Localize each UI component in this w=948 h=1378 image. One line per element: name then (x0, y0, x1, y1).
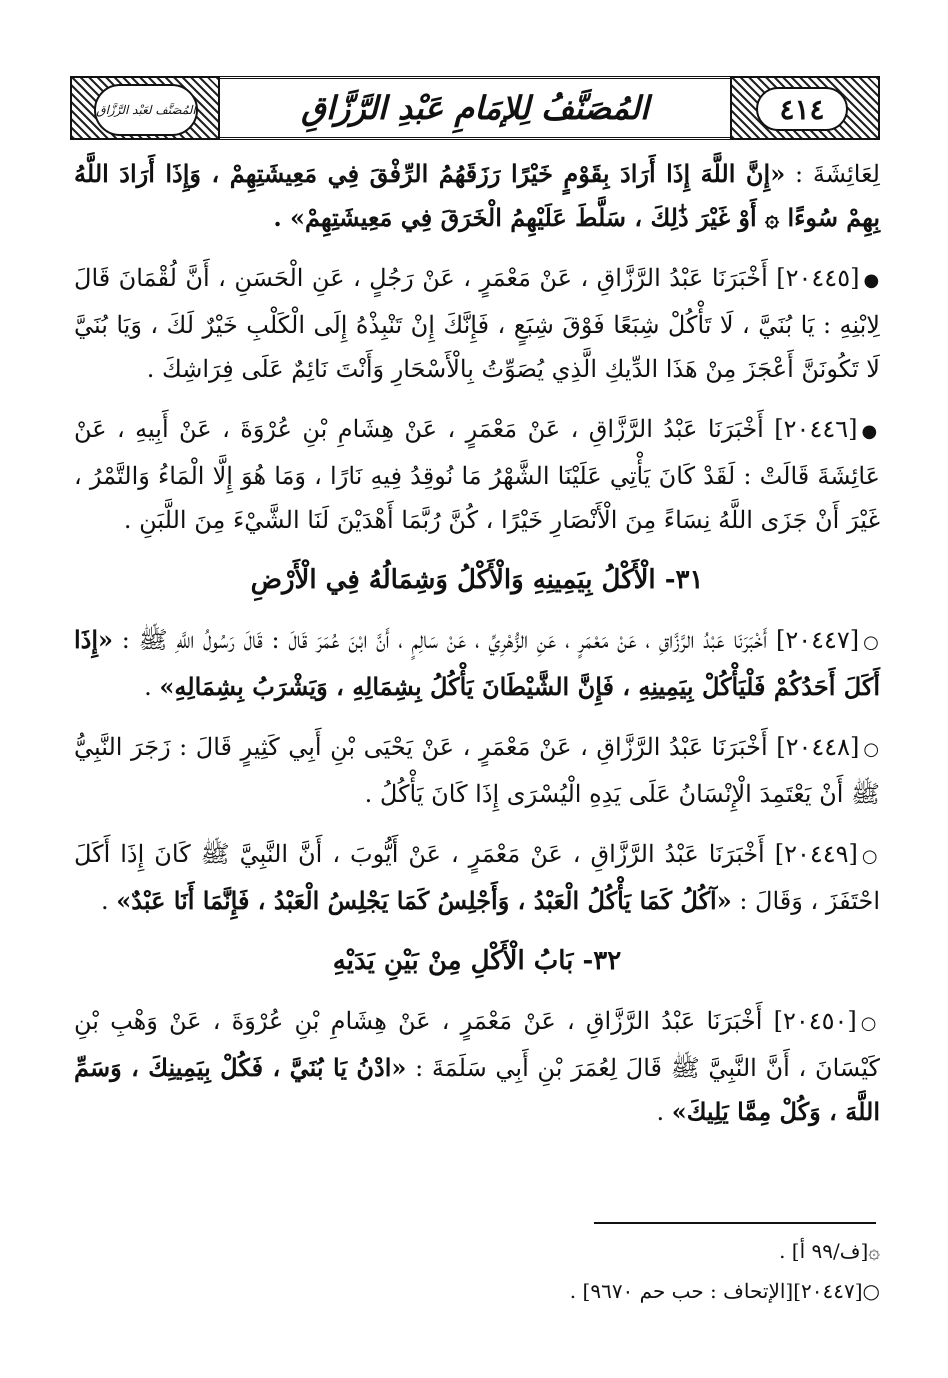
footnote-ithaf: ○[٢٠٤٤٧][الإتحاف : حب حم ٩٦٧٠] . (569, 1279, 880, 1303)
hadith-text: أَخْبَرَنَا عَبْدُ الرَّزَّاقِ ، عَنْ مَعْمَرٍ ، عَنْ هِشَامِ بْنِ عُرْوَةَ ، عَنْ أَبِيهِ ، عَنْ عَائِشَةَ قَالَتْ : لَقَدْ كَانَ يَأْتِي عَلَيْنَا الشَّهْرُ مَا نُوقِدُ فِيهِ نَارًا ، وَمَا هُوَ إِلَّا الْمَاءُ وَالتَّمْرُ ، غَيْرَ أَنْ جَزَى اللَّهُ نِسَاءً مِنَ الْأَنْصَارِ خَيْرًا ، كُنَّ رُبَّمَا أَهْدَيْنَ لَنَا الشَّيْءَ مِنَ اللَّبَنِ . (74, 415, 880, 534)
hadith-quote: «إِنَّ اللَّهَ إِذَا أَرَادَ بِقَوْمٍ خَيْرًا رَزَقَهُمُ الرِّفْقَ فِي مَعِيشَتِهِمْ ، وَإِذَا أَرَادَ اللَّهُ بِهِمْ سُوءًا ۞ أَوْ غَيْرَ ذَٰلِكَ ، سَلَّطَ عَلَيْهِمُ الْخَرَقَ فِي مَعِيشَتِهِمْ» . (74, 159, 880, 232)
hadith-number: [٢٠٤٤٨] (776, 733, 860, 761)
hadith-tail: . (144, 673, 160, 701)
chapter-heading-32: ٣٢- بَابُ الْأَكْلِ مِنْ بَيْنِ يَدَيْهِ (332, 946, 622, 976)
hadith-text: أَخْبَرَنَا عَبْدُ الرَّزَّاقِ ، عَنْ مَعْمَرٍ ، عَنْ رَجُلٍ ، عَنِ الْحَسَنِ ، أَنَّ لُقْمَانَ قَالَ لِابْنِهِ : يَا بُنَيَّ ، لَا تَأْكُلْ شِبَعًا فَوْقَ شِبَعٍ ، فَإِنَّكَ إِنْ تَنْبِذْهُ إِلَى الْكَلْبِ خَيْرٌ لَكَ ، وَيَا بُنَيَّ لَا تَكُونَنَّ أَعْجَزَ مِنْ هَذَا الدِّيكِ الَّذِي يُصَوِّتُ بِالْأَسْحَارِ وَأَنْتَ نَائِمٌ عَلَى فِرَاشِكَ . (74, 264, 880, 383)
hadith-20450 (74, 999, 880, 1134)
bullet-marker: ● (863, 270, 880, 291)
bullet-marker: ● (861, 421, 880, 442)
hadith-number: [٢٠٤٤٦] (774, 415, 858, 443)
hadith-tail: . (100, 887, 117, 915)
paragraph-lead: لِعَائِشَةَ : (785, 160, 880, 188)
hadith-quote: «ادْنُ يَا بُنَيَّ ، فَكُلْ بِيَمِينِكَ ، وَسَمِّ اللَّهَ ، وَكُلْ مِمَّا يَلِيكَ» (74, 1053, 880, 1126)
hadith-20445 (74, 256, 880, 391)
hadith-20446 (74, 407, 880, 542)
chapter-heading-31: ٣١- الْأَكْلُ بِيَمِينِهِ وَالْأَكْلُ وَشِمَالُهُ فِي الْأَرْضِ (250, 565, 704, 595)
hadith-number: [٢٠٤٤٩] (774, 840, 858, 868)
page-number: ٤١٤ (756, 87, 848, 131)
hadith-quote: «إِذَا أَكَلَ أَحَدُكُمْ فَلْيَأْكُلْ بِيَمِينِهِ ، فَإِنَّ الشَّيْطَانَ يَأْكُلُ بِشِمَالِهِ ، وَيَشْرَبُ بِشِمَالِهِ» (74, 625, 880, 701)
hadith-quote: «آكُلُ كَمَا يَأْكُلُ الْعَبْدُ ، وَأَجْلِسُ كَمَا يَجْلِسُ الْعَبْدُ ، فَإِنَّمَا أَنَا عَبْدٌ» (116, 886, 732, 915)
footnotes (74, 1234, 880, 1314)
hadith-number: [٢٠٤٥٠] (773, 1007, 857, 1035)
paragraph-continuation (74, 152, 880, 240)
footnote-manuscript: ۞[ف/٩٩ أ] . (779, 1239, 880, 1263)
hadith-20448 (74, 725, 880, 816)
hadith-text: أَخْبَرَنَا عَبْدُ الرَّزَّاقِ ، عَنْ مَعْمَرٍ ، عَنْ أَيُّوبَ ، أَنَّ النَّبِيَّ ﷺ كَانَ إِذَا أَكَلَ احْتَفَزَ ، وَقَالَ : (74, 840, 880, 915)
hadith-20447 (74, 618, 880, 709)
circle-marker: ○ (860, 1013, 880, 1034)
hadith-number: [٢٠٤٤٥] (776, 264, 860, 292)
hadith-text: أَخْبَرَنَا عَبْدُ الرَّزَّاقِ ، عَنْ مَعْمَرٍ ، عَنْ يَحْيَى بْنِ أَبِي كَثِيرٍ قَالَ : زَجَرَ النَّبِيُّ ﷺ أَنْ يَعْتَمِدَ الْإِنْسَانُ عَلَى يَدِهِ الْيُسْرَى إِذَا كَانَ يَأْكُلُ . (74, 733, 880, 808)
hadith-text: أَخْبَرَنَا عَبْدُ الرَّزَّاقِ ، عَنْ مَعْمَرٍ ، عَنِ الزُّهْرِيِّ ، عَنْ سَالِمٍ ، أَنَّ ابْنَ عُمَرَ قَالَ : قَالَ رَسُولُ اللَّهِ ﷺ : (113, 626, 776, 654)
header-ornament-left (70, 76, 220, 140)
hadith-tail: . (656, 1098, 672, 1126)
circle-marker: ○ (861, 846, 880, 867)
hadith-number: [٢٠٤٤٧] (775, 626, 860, 654)
circle-marker: ○ (863, 632, 880, 653)
header-medallion: المُصَنَّف لعَبْد الرَّزَّاق (94, 84, 198, 136)
hadith-20449 (74, 832, 880, 923)
page-header (70, 76, 880, 140)
header-title-band (220, 76, 730, 140)
circle-marker: ○ (863, 739, 880, 760)
running-title: المُصَنَّفُ لِلإمَامِ عَبْدِ الرَّزَّاقِ (301, 89, 649, 127)
hadith-text: أَخْبَرَنَا عَبْدُ الرَّزَّاقِ ، عَنْ مَعْمَرٍ ، عَنْ هِشَامِ بْنِ عُرْوَةَ ، عَنْ وَهْبِ بْنِ كَيْسَانَ ، أَنَّ النَّبِيَّ ﷺ قَالَ لِعُمَرَ بْنِ أَبِي سَلَمَةَ : (74, 1007, 880, 1082)
header-ornament-right (730, 76, 880, 140)
footnote-divider (594, 1222, 876, 1224)
main-text (74, 152, 880, 1150)
